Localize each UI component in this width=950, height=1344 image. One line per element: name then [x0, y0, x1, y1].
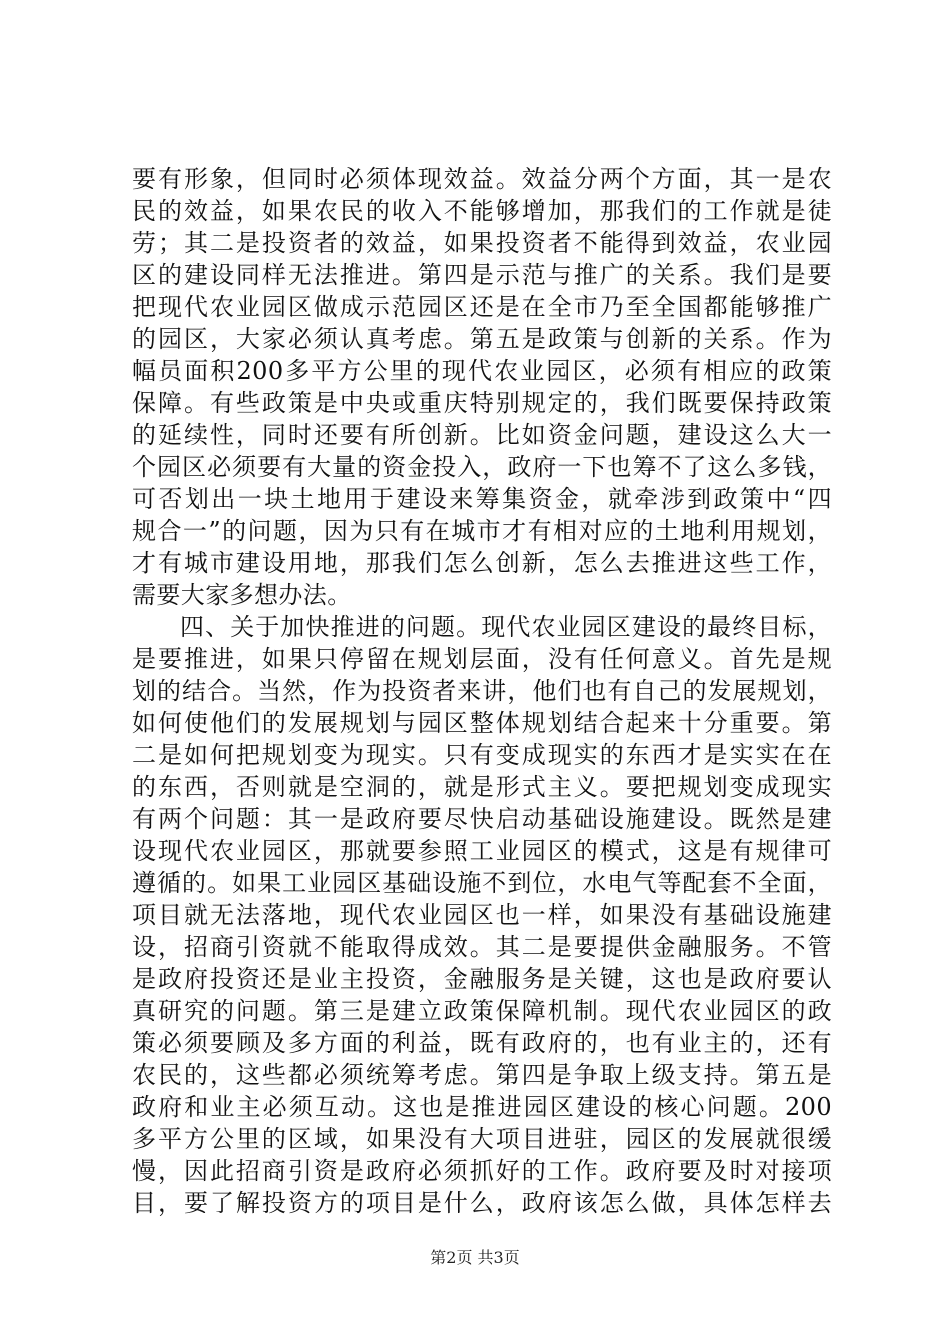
text-line: 需要大家多想办法。: [132, 581, 352, 609]
text-line: 慢，因此招商引资是政府必须抓好的工作。政府要及时对接项: [132, 1157, 832, 1185]
text-line: 项目就无法落地，现代农业园区也一样，如果没有基础设施建: [132, 901, 832, 929]
text-line: 区的建设同样无法推进。第四是示范与推广的关系。我们是要: [132, 261, 832, 289]
text-line: 农民的，这些都必须统筹考虑。第四是争取上级支持。第五是: [132, 1061, 832, 1089]
text-line: 民的效益，如果农民的收入不能够增加，那我们的工作就是徒: [132, 197, 832, 225]
text-line: 多平方公里的区域，如果没有大项目进驻，园区的发展就很缓: [132, 1125, 832, 1153]
text-line: 个园区必须要有大量的资金投入，政府一下也筹不了这么多钱，: [132, 453, 832, 481]
text-line: 真研究的问题。第三是建立政策保障机制。现代农业园区的政: [132, 997, 832, 1025]
text-line: 保障。有些政策是中央或重庆特别规定的，我们既要保持政策: [132, 389, 832, 417]
text-line: 是政府投资还是业主投资，金融服务是关键，这也是政府要认: [132, 965, 832, 993]
text-line: 如何使他们的发展规划与园区整体规划结合起来十分重要。第: [132, 709, 832, 737]
document-body: [132, 163, 832, 1219]
text-line: 的园区，大家必须认真考虑。第五是政策与创新的关系。作为: [132, 325, 832, 353]
text-line: 设，招商引资就不能取得成效。其二是要提供金融服务。不管: [132, 933, 832, 961]
text-line: 有两个问题：其一是政府要尽快启动基础设施建设。既然是建: [132, 805, 832, 833]
text-line: 幅员面积200多平方公里的现代农业园区，必须有相应的政策: [132, 357, 832, 385]
text-line: 是要推进，如果只停留在规划层面，没有任何意义。首先是规: [132, 645, 832, 673]
text-line: 遵循的。如果工业园区基础设施不到位，水电气等配套不全面，: [132, 869, 832, 897]
text-line: 可否划出一块土地用于建设来筹集资金，就牵涉到政策中“四: [132, 485, 832, 513]
text-line: 才有城市建设用地，那我们怎么创新，怎么去推进这些工作，: [132, 549, 832, 577]
text-line: 政府和业主必须互动。这也是推进园区建设的核心问题。200: [132, 1093, 832, 1121]
text-line: 设现代农业园区，那就要参照工业园区的模式，这是有规律可: [132, 837, 832, 865]
text-line: 目，要了解投资方的项目是什么，政府该怎么做，具体怎样去: [132, 1189, 832, 1217]
text-line: 要有形象，但同时必须体现效益。效益分两个方面，其一是农: [132, 165, 832, 193]
page-number-footer: 第2页 共3页: [430, 1248, 520, 1267]
text-line: 劳；其二是投资者的效益，如果投资者不能得到效益，农业园: [132, 229, 832, 257]
text-line: 把现代农业园区做成示范园区还是在全市乃至全国都能够推广: [132, 293, 832, 321]
text-line: 的东西，否则就是空洞的，就是形式主义。要把规划变成现实: [132, 773, 832, 801]
text-line: 二是如何把规划变为现实。只有变成现实的东西才是实实在在: [132, 741, 832, 769]
text-line: 的延续性，同时还要有所创新。比如资金问题，建设这么大一: [132, 421, 832, 449]
text-line: 策必须要顾及多方面的利益，既有政府的，也有业主的，还有: [132, 1029, 832, 1057]
text-line: 规合一”的问题，因为只有在城市才有相对应的土地利用规划，: [132, 517, 832, 545]
paragraph-start-line: 四、关于加快推进的问题。现代农业园区建设的最终目标，: [180, 613, 832, 641]
text-line: 划的结合。当然，作为投资者来讲，他们也有自己的发展规划，: [132, 677, 832, 705]
